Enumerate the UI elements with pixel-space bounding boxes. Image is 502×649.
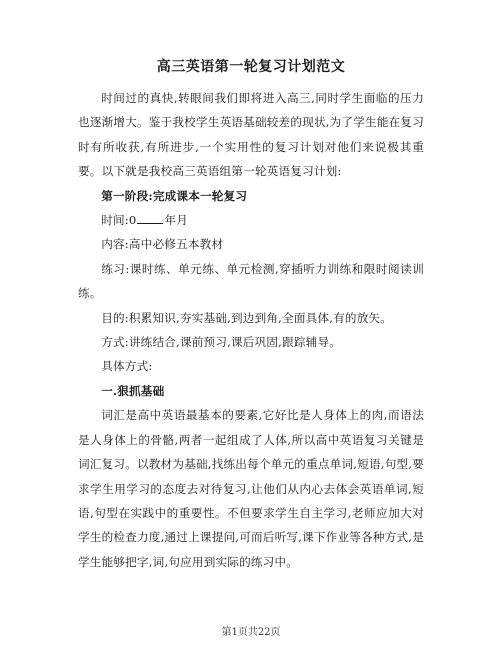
- section-heading: 一.狠抓基础: [101, 383, 165, 398]
- practice-line: 练习:课时练、单元练、单元检测,穿插听力训练和限时阅读训练。: [78, 261, 424, 301]
- document-body: [78, 86, 424, 574]
- goal-line: 目的:积累知识,夯实基础,到边到角,全面具体,有的放矢。: [101, 310, 393, 325]
- content-line: 内容:高中必修五本教材: [101, 237, 224, 252]
- document-title: 高三英语第一轮复习计划范文: [156, 59, 346, 75]
- body-paragraph: 词汇是高中英语最基本的要素,它好比是人身体上的肉,而语法是人身体上的骨骼,两者一起组成了人体,所以高中英语复习关键是词汇复习。以教材为基础,找练出每个单元的重点单词,短语,句型,要求学生用学习的态度去对待复习,让他们从内心去体会英语单词,短语,句型在实践中的重要性。不但要求学生自主学习,老师应加大对学生的检查力度,通过上课提问,可而后听写,课下作业等各种方式,是学生能够把字,词,句应用到实际的练习中。: [78, 408, 424, 569]
- phase-heading: 第一阶段:完成课本一轮复习: [101, 188, 248, 203]
- time-prefix: 时间:0: [101, 213, 137, 228]
- time-suffix: 年月: [164, 213, 189, 228]
- specific-line: 具体方式:: [101, 359, 153, 374]
- time-blank: [137, 211, 163, 224]
- time-line: [78, 208, 424, 232]
- method-line: 方式:讲练结合,课前预习,课后巩固,跟踪辅导。: [101, 335, 342, 350]
- page-footer: 第1页共22页: [221, 627, 281, 638]
- intro-paragraph: 时间过的真快,转眼间我们即将进入高三,同时学生面临的压力也逐渐增大。鉴于我校学生英语基础较差的现状,为了学生能在复习时有所收获,有所进步,一个实用性的复习计划对他们来说极其重要。以下就是我校高三英语组第一轮英语复习计划:: [78, 91, 424, 179]
